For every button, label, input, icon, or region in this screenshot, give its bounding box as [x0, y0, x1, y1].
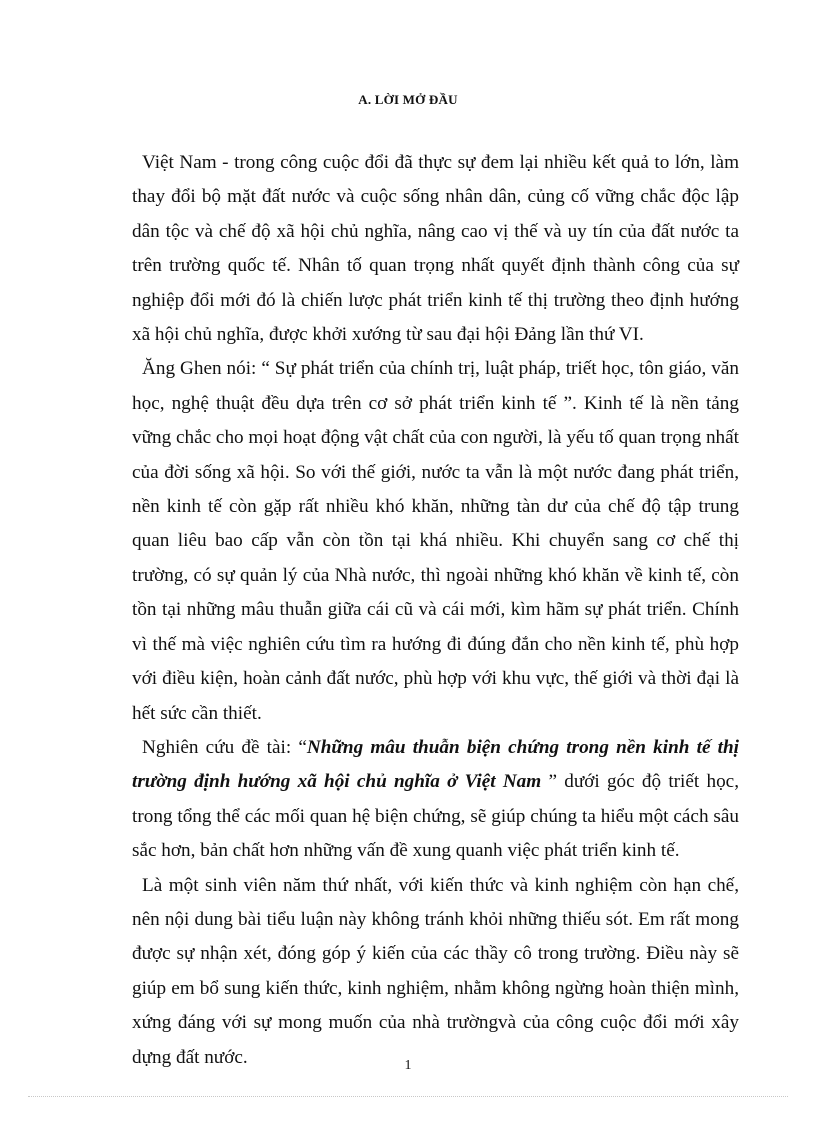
paragraph-closing: Là một sinh viên năm thứ nhất, với kiến thức và kinh nghiệm còn hạn chế, nên nội dung bài tiểu luận này không tránh khỏi những thiếu sót. Em rất mong được sự nhận xét, đóng góp ý kiến của các thầy cô trong trường. Điều này sẽ giúp em bổ sung kiến thức, kinh nghiệm, nhằm không ngừng hoàn thiện mình, xứng đáng với sự mong muốn của nhà trườngvà của công cuộc đổi mới xây dựng đất nước.	[132, 874, 739, 1068]
paragraph-intro: Việt Nam - trong công cuộc đổi đã thực sự đem lại nhiều kết quả to lớn, làm thay đổi bộ mặt đất nước và cuộc sống nhân dân, củng cố vững chắc độc lập dân tộc và chế độ xã hội chủ nghĩa, nâng cao vị thế và uy tín của đất nước ta trên trường quốc tế. Nhân tố quan trọng nhất quyết định thành công của sự nghiệp đổi mới đó là chiến lược phát triển kinh tế thị trường theo định hướng xã hội chủ nghĩa, được khởi xướng từ sau đại hội Đảng lần thứ VI.	[132, 152, 739, 346]
topic-lead-in: Nghiên cứu đề tài: “	[142, 736, 307, 758]
topic-continuation: ” dưới góc độ triết học, trong tổng thể các mối quan hệ biện chứng, sẽ giúp chúng ta hiểu một cách sâu sắc hơn, bản chất hơn những vấn đề xung quanh việc phát triển kinh tế.	[132, 771, 739, 862]
footer-divider	[28, 1096, 788, 1097]
paragraph-research-topic	[132, 731, 739, 869]
page-number: 1	[404, 1058, 412, 1073]
body-text	[132, 146, 739, 1075]
paragraph-engels-quote: Ăng Ghen nói: “ Sự phát triển của chính trị, luật pháp, triết học, tôn giáo, văn học, nghệ thuật đều dựa trên cơ sở phát triển kinh tế ”. Kinh tế là nền tảng vững chắc cho mọi hoạt động vật chất của con người, là yếu tố quan trọng nhất của đời sống xã hội. So với thế giới, nước ta vẫn là một nước đang phát triển, nền kinh tế còn gặp rất nhiều khó khăn, những tàn dư của chế độ tập trung quan liêu bao cấp vẫn còn tồn tại khá nhiều. Khi chuyển sang cơ chế thị trường, có sự quản lý của Nhà nước, thì ngoài những khó khăn về kinh tế, còn tồn tại những mâu thuẫn giữa cái cũ và cái mới, kìm hãm sự phát triển. Chính vì thế mà việc nghiên cứu tìm ra hướng đi đúng đắn cho nền kinh tế, phù hợp với điều kiện, hoàn cảnh đất nước, phù hợp với khu vực, thế giới và thời đại là hết sức cần thiết.	[132, 358, 739, 724]
section-title: A. LỜI MỞ ĐẦU	[358, 92, 458, 107]
topic-title-emphasis: Những mâu thuẫn biện chứng trong nền kinh tế thị trường định hướng xã hội chủ nghĩa ở Việt Nam	[132, 736, 739, 793]
